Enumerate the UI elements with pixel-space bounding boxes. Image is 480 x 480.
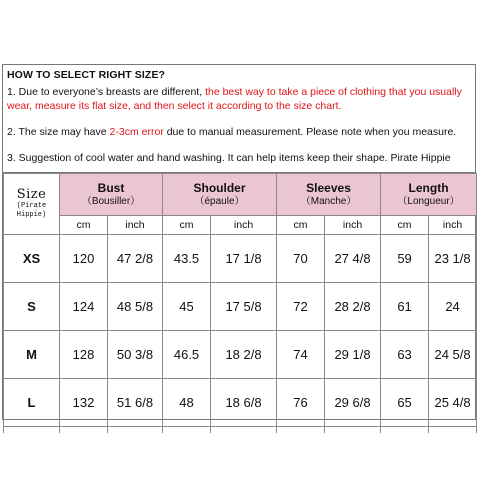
table-cell: 51 6/8 [108,379,163,427]
table-cell: 50 3/8 [108,331,163,379]
table-cell: 48 5/8 [108,283,163,331]
table-row-m [4,331,477,379]
instruction-2-text: 2. The size may have [7,126,110,138]
instruction-1-text: 1. Due to everyone’s breasts are different, [7,86,206,98]
table-cell: 70 [277,235,325,283]
table-cell [60,427,108,434]
size-column-header [4,174,60,235]
group-subtitle: （Manche） [300,196,357,207]
size-label: L [4,379,60,427]
table-cell: 132 [60,379,108,427]
table-cell: 23 1/8 [429,235,477,283]
table-row-l [4,379,477,427]
table-cell [277,427,325,434]
table-cell: 61 [381,283,429,331]
table-row-cut-off [4,427,477,434]
size-header-note-2: Hippie) [16,211,47,219]
table-row-xs [4,235,477,283]
table-cell [429,427,477,434]
instruction-item-1 [7,85,471,113]
size-table [3,173,477,433]
instructions-panel [3,65,475,173]
unit-inch: inch [325,216,381,235]
unit-inch: inch [429,216,477,235]
table-cell: 120 [60,235,108,283]
table-cell: 63 [381,331,429,379]
instruction-item-3: 3. Suggestion of cool water and hand washing. It can help items keep their shape. Pirate Hippie [7,152,451,164]
table-cell: 45 [163,283,211,331]
table-cell: 65 [381,379,429,427]
table-cell: 74 [277,331,325,379]
size-chart-sheet [2,64,476,420]
instruction-2-emphasis: 2-3cm error [109,126,164,138]
table-cell: 48 [163,379,211,427]
table-cell: 29 1/8 [325,331,381,379]
table-cell [381,427,429,434]
table-cell: 59 [381,235,429,283]
table-cell: 24 5/8 [429,331,477,379]
instruction-item-2 [7,125,471,139]
group-subtitle: （Longueur） [397,196,460,207]
table-cell: 47 2/8 [108,235,163,283]
instruction-1-emphasis: the best way to take a piece of clothing that you usually wear, measure its flat size, and then select it according to the size chart. [7,86,462,112]
table-cell [211,427,277,434]
group-header-shoulder [163,174,277,216]
group-header-bust [60,174,163,216]
table-cell: 27 4/8 [325,235,381,283]
table-cell: 18 6/8 [211,379,277,427]
table-cell: 17 5/8 [211,283,277,331]
unit-cm: cm [60,216,108,235]
unit-inch: inch [108,216,163,235]
table-cell: 128 [60,331,108,379]
size-header-label: Size [16,187,47,202]
group-name: Bust [97,181,125,195]
table-cell [108,427,163,434]
size-header-note-1: (Pirate [16,202,47,210]
group-name: Sleeves [306,181,351,195]
table-cell: 29 6/8 [325,379,381,427]
unit-cm: cm [163,216,211,235]
instruction-2-suffix: due to manual measurement. Please note when you measure. [163,126,457,138]
group-subtitle: （épaule） [194,196,245,207]
table-cell: 24 [429,283,477,331]
table-cell: 28 2/8 [325,283,381,331]
table-cell: 17 1/8 [211,235,277,283]
group-header-sleeves [277,174,381,216]
table-cell: 76 [277,379,325,427]
group-name: Length [408,181,449,195]
table-cell [4,427,60,434]
group-header-length [381,174,477,216]
unit-cm: cm [277,216,325,235]
table-cell: 18 2/8 [211,331,277,379]
size-label: S [4,283,60,331]
table-cell: 124 [60,283,108,331]
table-cell: 25 4/8 [429,379,477,427]
table-cell: 46.5 [163,331,211,379]
table-cell: 72 [277,283,325,331]
unit-cm: cm [381,216,429,235]
table-row-s [4,283,477,331]
table-cell [163,427,211,434]
size-label: XS [4,235,60,283]
size-label: M [4,331,60,379]
table-cell [325,427,381,434]
table-cell: 43.5 [163,235,211,283]
instructions-title: HOW TO SELECT RIGHT SIZE? [7,69,166,81]
group-subtitle: （Bousiller） [81,196,141,207]
unit-inch: inch [211,216,277,235]
group-name: Shoulder [193,181,246,195]
